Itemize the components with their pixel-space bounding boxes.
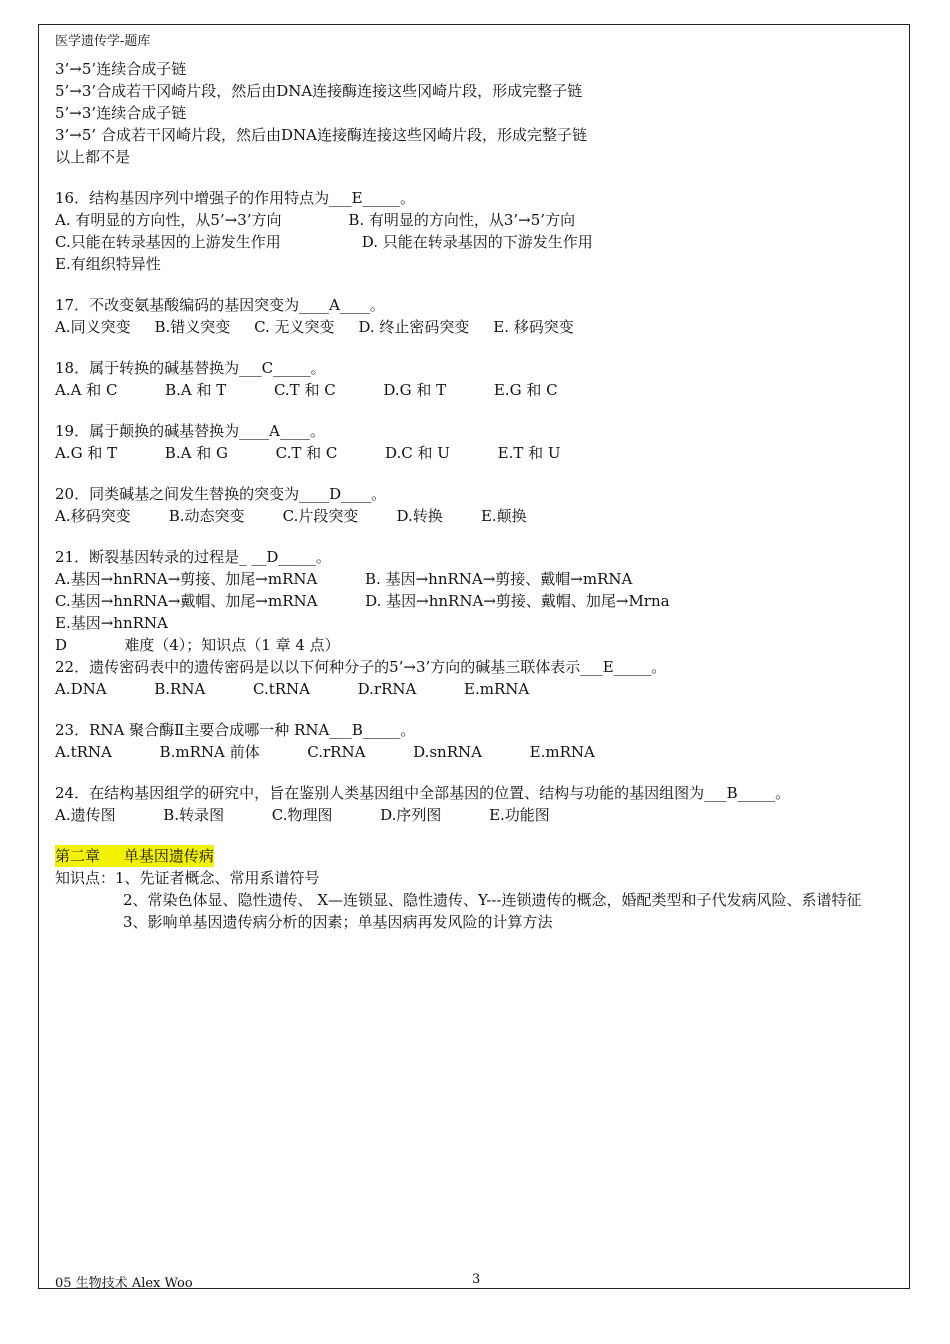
blank-line (55, 168, 900, 187)
blank-line (55, 826, 900, 845)
page-header: 医学遗传学-题库 (55, 34, 151, 49)
text-line: C.只能在转录基因的上游发生作用 D. 只能在转录基因的下游发生作用 (55, 233, 593, 251)
text-line: 16．结构基因序列中增强子的作用特点为___E_____。 (55, 189, 416, 207)
blank-line (55, 527, 900, 546)
text-line: 3’→5’连续合成子链 (55, 60, 187, 78)
blank-line (55, 275, 900, 294)
text-line: 19．属于颠换的碱基替换为____A____。 (55, 422, 325, 440)
text-line: A.A 和 C B.A 和 T C.T 和 C D.G 和 T E.G 和 C (55, 381, 558, 399)
knowledge-point-2: 2、常染色体显、隐性遗传、 X—连锁显、隐性遗传、Y---连锁遗传的概念，婚配类型和子代发病风险、系谱特征 (123, 891, 862, 909)
page-number: 3 (472, 1272, 481, 1287)
text-line: 18．属于转换的碱基替换为___C_____。 (55, 359, 326, 377)
text-line: 22．遗传密码表中的遗传密码是以以下何种分子的5’→3’方向的碱基三联体表示___E_____。 (55, 658, 667, 676)
blank-line (55, 763, 900, 782)
text-line: D 难度（4）；知识点（1 章 4 点） (55, 636, 340, 654)
text-line: 23．RNA 聚合酶Ⅱ主要合成哪一种 RNA___B_____。 (55, 721, 416, 739)
blank-line (55, 338, 900, 357)
text-line: 24．在结构基因组学的研究中，旨在鉴别人类基因组中全部基因的位置、结构与功能的基因组图为___B_____。 (55, 784, 791, 802)
text-line: 5’→3’连续合成子链 (55, 104, 187, 122)
text-line: A.DNA B.RNA C.tRNA D.rRNA E.mRNA (55, 680, 530, 698)
text-line: A.遗传图 B.转录图 C.物理图 D.序列图 E.功能图 (55, 806, 550, 824)
text-line: A.移码突变 B.动态突变 C.片段突变 D.转换 E.颠换 (55, 507, 527, 525)
text-line: 21．断裂基因转录的过程是_ __D_____。 (55, 548, 331, 566)
text-line: A. 有明显的方向性，从5’→3’方向 B. 有明显的方向性，从3’→5’方向 (55, 211, 576, 229)
knowledge-point-3: 3、影响单基因遗传病分析的因素；单基因病再发风险的计算方法 (123, 913, 553, 931)
text-line: A.基因→hnRNA→剪接、加尾→mRNA B. 基因→hnRNA→剪接、戴帽→mRNA (55, 570, 633, 588)
text-line: 以上都不是 (55, 148, 131, 166)
blank-line (55, 464, 900, 483)
chapter-heading-row (55, 845, 900, 867)
text-line: E.基因→hnRNA (55, 614, 168, 632)
text-line: E.有组织特异性 (55, 255, 161, 273)
blank-line (55, 700, 900, 719)
text-line: A.G 和 T B.A 和 G C.T 和 C D.C 和 U E.T 和 U (55, 444, 561, 462)
text-line: C.基因→hnRNA→戴帽、加尾→mRNA D. 基因→hnRNA→剪接、戴帽、加尾→Mrna (55, 592, 670, 610)
text-line: A.tRNA B.mRNA 前体 C.rRNA D.snRNA E.mRNA (55, 743, 595, 761)
text-line: 17．不改变氨基酸编码的基因突变为____A____。 (55, 296, 385, 314)
text-line: 3’→5’ 合成若干冈崎片段，然后由DNA连接酶连接这些冈崎片段，形成完整子链 (55, 126, 587, 144)
document-body (55, 58, 900, 933)
knowledge-points-label: 知识点：1、先证者概念、常用系谱符号 (55, 869, 320, 887)
text-line: A.同义突变 B.错义突变 C. 无义突变 D. 终止密码突变 E. 移码突变 (55, 318, 574, 336)
text-line: 20．同类碱基之间发生替换的突变为____D____。 (55, 485, 387, 503)
chapter-title: 第二章 单基因遗传病 (55, 847, 214, 865)
footer-author: 05 生物技术 Alex Woo (55, 1276, 193, 1291)
blank-line (55, 401, 900, 420)
text-line: 5’→3’合成若干冈崎片段，然后由DNA连接酶连接这些冈崎片段，形成完整子链 (55, 82, 583, 100)
